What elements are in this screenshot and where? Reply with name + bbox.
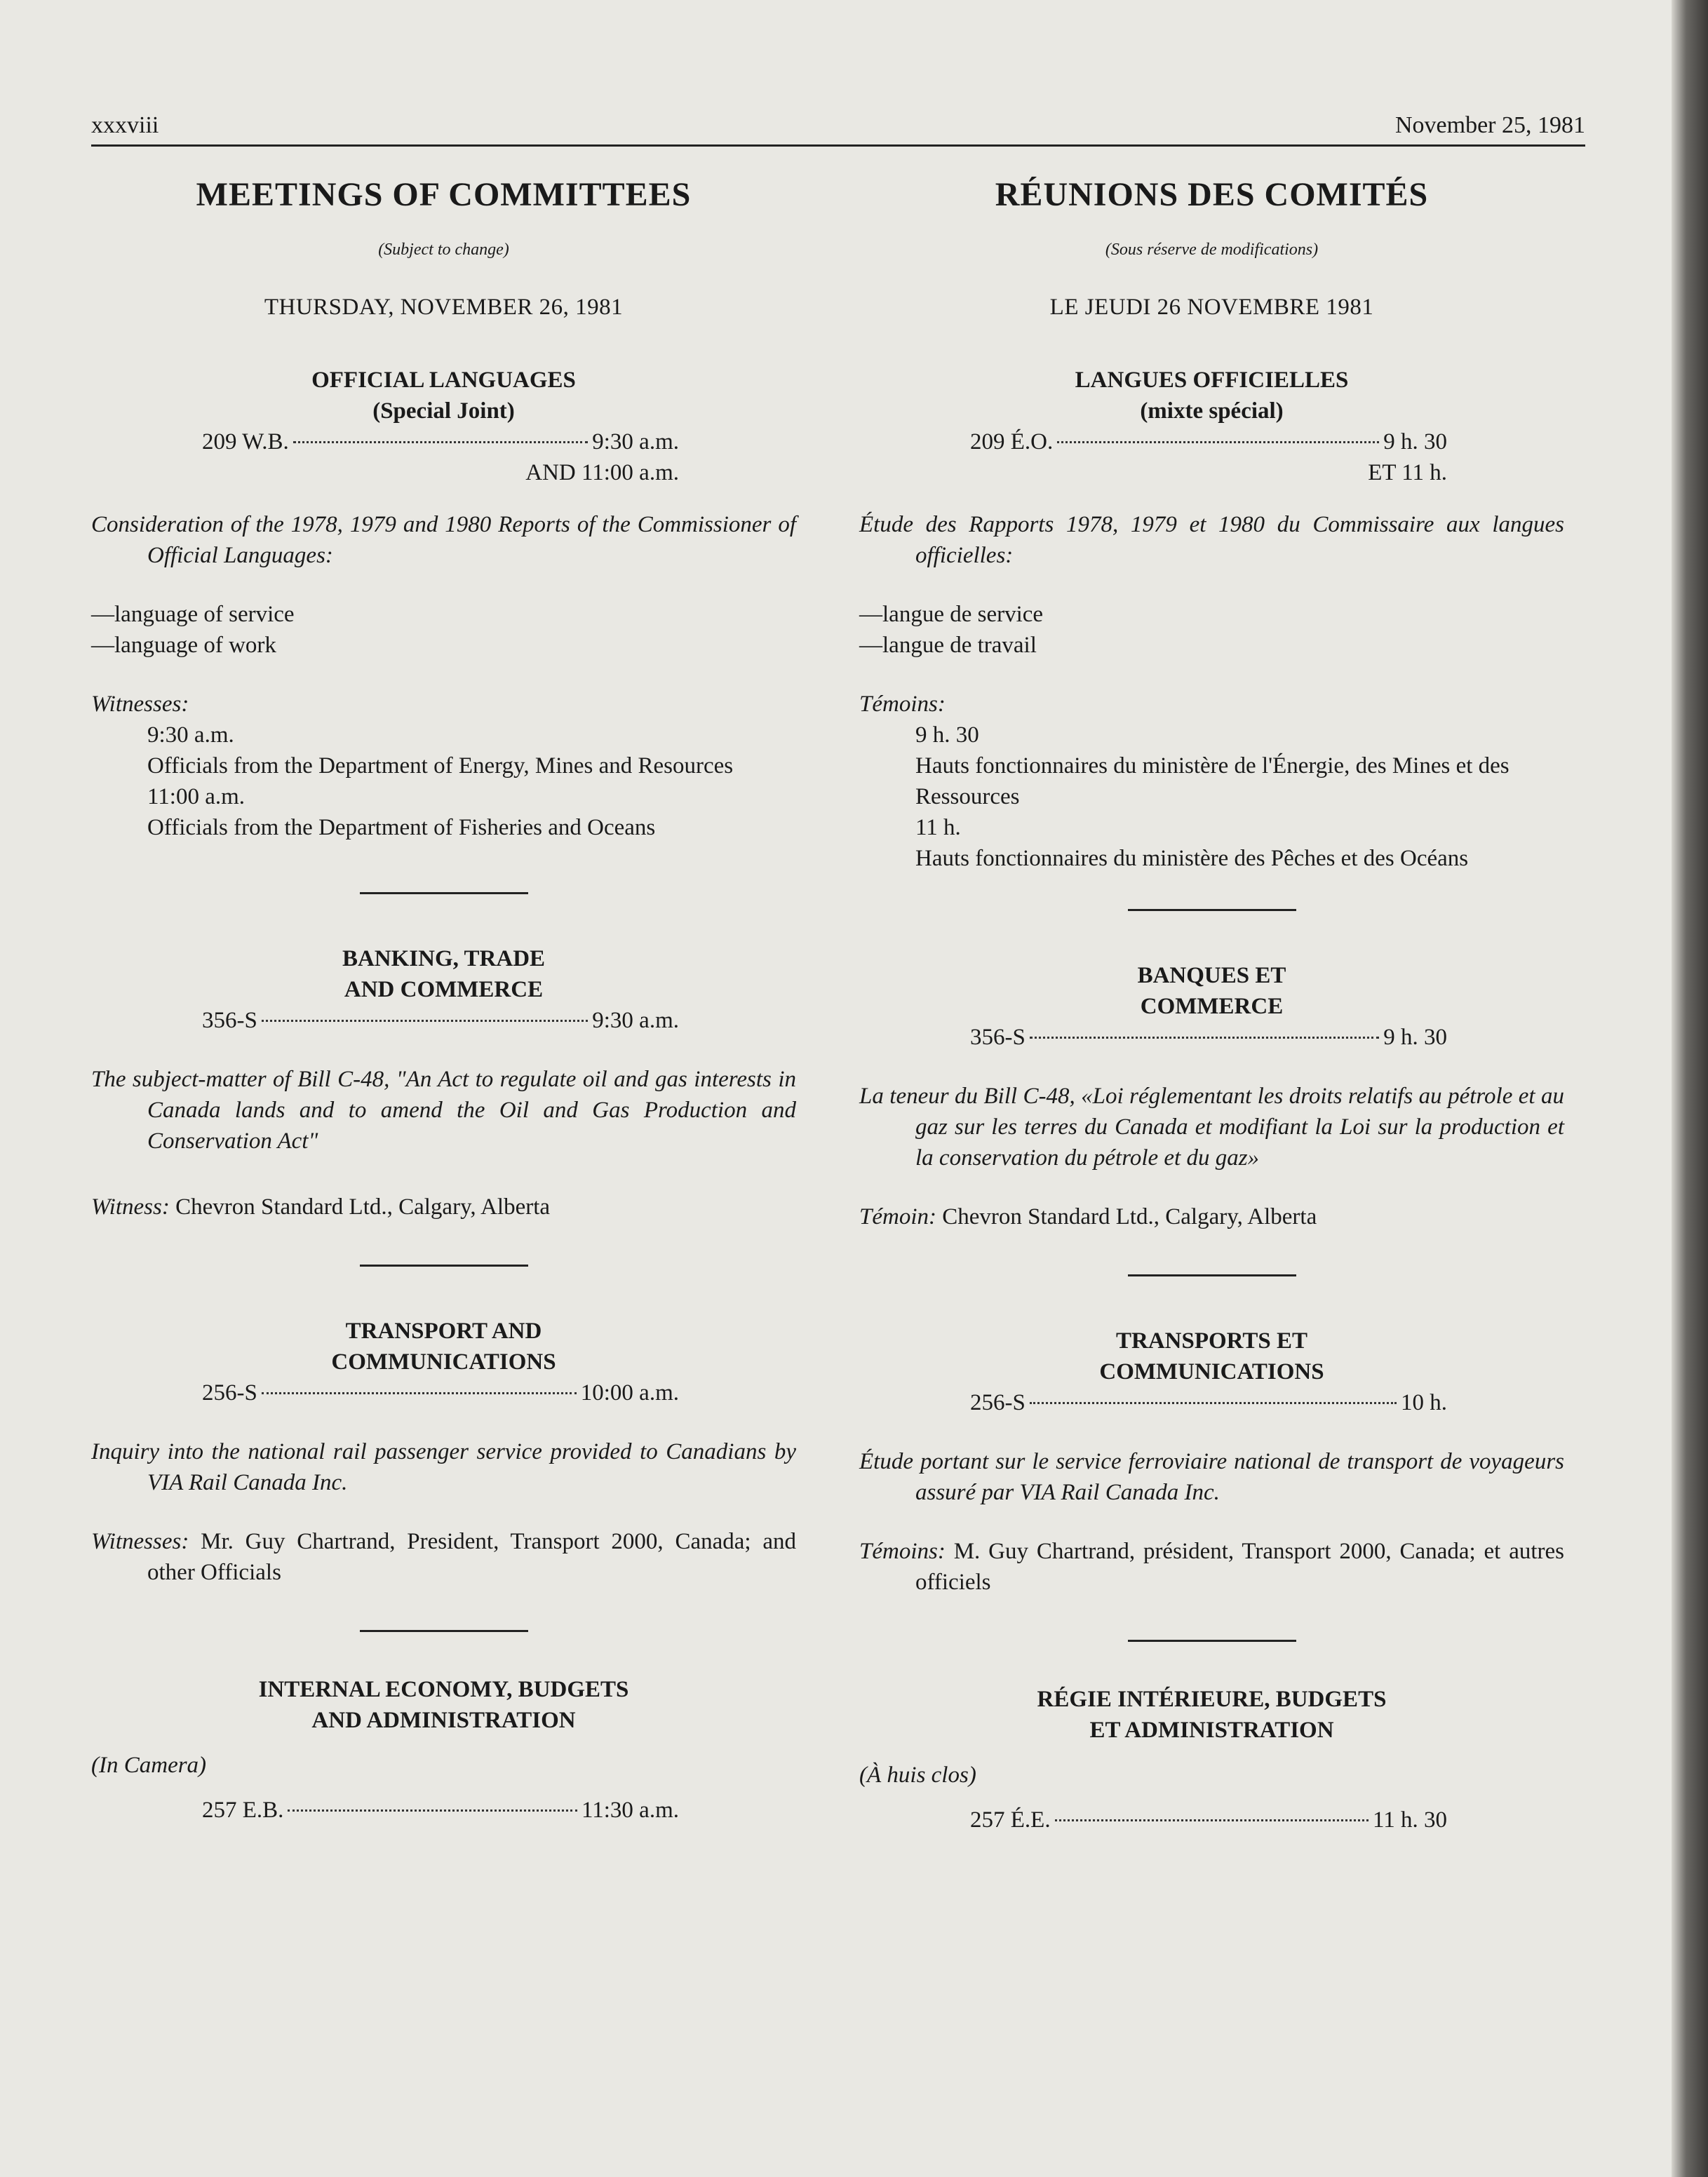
subtitle: (Subject to change) <box>378 241 509 259</box>
bullet-item: —language of service <box>91 602 295 627</box>
committee-name: BANKING, TRADE <box>342 946 546 971</box>
committee-name: INTERNAL ECONOMY, BUDGETS <box>258 1677 629 1702</box>
committee-name: BANQUES ET <box>1137 963 1286 988</box>
witness-line <box>859 1536 1564 1598</box>
room-time <box>970 1805 1447 1835</box>
separator-rule <box>360 1265 528 1267</box>
page-edge-shadow <box>1672 0 1708 2177</box>
committee-transport-fr <box>859 1326 1564 1598</box>
committee-official-languages <box>91 365 796 843</box>
camera-note: (À huis clos) <box>859 1763 976 1788</box>
topic: Consideration of the 1978, 1979 and 1980 Reports of the Commissioner of Official Languages: <box>91 512 796 568</box>
bullet-item: —langue de travail <box>859 633 1037 658</box>
french-column <box>859 175 1564 1835</box>
witness-text: Officials from the Department of Energy, Mines and Resources <box>147 753 734 779</box>
witness-line <box>91 1192 796 1222</box>
witness-text: Mr. Guy Chartrand, President, Transport 2000, Canada; and other Officials <box>147 1529 796 1585</box>
bullet-item: —language of work <box>91 633 276 658</box>
time: 11 h. 30 <box>1372 1807 1447 1833</box>
room: 356-S <box>970 1025 1026 1050</box>
room-time <box>202 426 679 457</box>
dot-leader <box>1057 441 1379 443</box>
witness-time: 9:30 a.m. <box>147 722 234 748</box>
witness-text: Hauts fonctionnaires du ministère des Pêches et des Océans <box>915 846 1469 871</box>
room: 209 É.O. <box>970 429 1054 454</box>
separator-rule <box>360 892 528 894</box>
dot-leader <box>262 1020 588 1022</box>
witnesses-label: Témoins: <box>859 1539 946 1564</box>
dot-leader <box>1055 1819 1369 1821</box>
witness-time: 11:00 a.m. <box>147 784 246 809</box>
running-head <box>91 112 1585 147</box>
committee-name: TRANSPORTS ET <box>1116 1328 1307 1354</box>
committee-name-sub: AND ADMINISTRATION <box>311 1708 576 1733</box>
committee-name: OFFICIAL LANGUAGES <box>311 368 576 393</box>
witness-text: M. Guy Chartrand, président, Transport 2000, Canada; et autres officiels <box>915 1539 1565 1595</box>
time: 9:30 a.m. <box>592 429 679 454</box>
page-title: MEETINGS OF COMMITTEES <box>196 176 692 213</box>
separator-rule <box>1128 909 1296 911</box>
room: 256-S <box>202 1380 257 1406</box>
dot-leader <box>293 441 588 443</box>
separator-rule <box>360 1630 528 1632</box>
separator-rule <box>1128 1640 1296 1642</box>
committee-name-sub: (mixte spécial) <box>1140 398 1284 424</box>
room-time <box>970 426 1447 457</box>
room: 257 E.B. <box>202 1798 284 1823</box>
topic: La teneur du Bill C-48, «Loi réglementant les droits relatifs au pétrole et au gaz sur les terres du Canada et modifiant la Loi sur la production et la conservation du pétrole et du gaz» <box>859 1084 1564 1171</box>
witness-text: Chevron Standard Ltd., Calgary, Alberta <box>175 1194 551 1220</box>
committee-internal-economy-fr <box>859 1684 1564 1835</box>
witness-text: Officials from the Department of Fisheries and Oceans <box>147 815 656 840</box>
committee-name-sub: COMMUNICATIONS <box>331 1349 556 1375</box>
witness-label: Witness: <box>91 1194 170 1220</box>
committee-name: RÉGIE INTÉRIEURE, BUDGETS <box>1037 1687 1387 1712</box>
committee-internal-economy <box>91 1674 796 1826</box>
bullet-list <box>91 599 796 661</box>
second-time: ET 11 h. <box>1368 460 1447 485</box>
committee-name-sub: COMMERCE <box>1140 994 1284 1019</box>
witness-text: Hauts fonctionnaires du ministère de l'Énergie, des Mines et des Ressources <box>915 753 1509 809</box>
subtitle-fr: (Sous réserve de modifications) <box>1105 241 1319 259</box>
room: 256-S <box>970 1390 1026 1415</box>
room-time <box>202 1795 679 1826</box>
witness-line <box>859 1201 1564 1232</box>
time: 10:00 a.m. <box>580 1380 679 1406</box>
committee-name-sub: AND COMMERCE <box>344 977 544 1002</box>
committee-official-languages-fr <box>859 365 1564 874</box>
committee-name: LANGUES OFFICIELLES <box>1075 368 1349 393</box>
committee-name: TRANSPORT AND <box>345 1319 542 1344</box>
witnesses-label: Witnesses: <box>91 1529 189 1554</box>
page-number: xxxviii <box>91 112 159 138</box>
committee-banking <box>91 943 796 1222</box>
room-time <box>202 1005 679 1036</box>
topic: The subject-matter of Bill C-48, "An Act to regulate oil and gas interests in Canada lands and to amend the Oil and Gas Production and Conservation Act" <box>91 1067 796 1154</box>
room-time <box>970 1022 1447 1053</box>
committee-banking-fr <box>859 960 1564 1232</box>
bullet-list <box>859 599 1564 661</box>
committee-name-sub: ET ADMINISTRATION <box>1089 1718 1334 1743</box>
second-time: AND 11:00 a.m. <box>525 460 679 485</box>
witness-line <box>91 1526 796 1588</box>
header-date: November 25, 1981 <box>1394 112 1585 138</box>
meeting-date: THURSDAY, NOVEMBER 26, 1981 <box>264 295 624 320</box>
camera-note: (In Camera) <box>91 1753 207 1778</box>
bullet-item: —langue de service <box>859 602 1044 627</box>
witnesses-label: Témoins: <box>859 692 946 717</box>
witness-label: Témoin: <box>859 1204 936 1229</box>
room-time <box>970 1387 1447 1418</box>
witness-time: 9 h. 30 <box>915 722 979 748</box>
english-column <box>91 175 796 1826</box>
dot-leader <box>262 1392 577 1394</box>
dot-leader <box>288 1809 577 1812</box>
topic: Étude des Rapports 1978, 1979 et 1980 du Commissaire aux langues officielles: <box>859 512 1564 568</box>
time: 9 h. 30 <box>1383 1025 1447 1050</box>
meeting-date-fr: LE JEUDI 26 NOVEMBRE 1981 <box>1049 295 1374 320</box>
time: 11:30 a.m. <box>581 1798 679 1823</box>
time: 9:30 a.m. <box>592 1008 679 1033</box>
room: 257 É.E. <box>970 1807 1051 1833</box>
time: 9 h. 30 <box>1383 429 1447 454</box>
room: 356-S <box>202 1008 257 1033</box>
separator-rule <box>1128 1274 1296 1276</box>
time: 10 h. <box>1401 1390 1447 1415</box>
topic: Inquiry into the national rail passenger service provided to Canadians by VIA Rail Canada Inc. <box>91 1439 796 1495</box>
topic: Étude portant sur le service ferroviaire national de transport de voyageurs assuré par VIA Rail Canada Inc. <box>859 1449 1564 1505</box>
room: 209 W.B. <box>202 429 289 454</box>
committee-transport <box>91 1316 796 1588</box>
dot-leader <box>1030 1402 1397 1404</box>
committee-name-sub: COMMUNICATIONS <box>1099 1359 1324 1384</box>
committee-name-sub: (Special Joint) <box>372 398 515 424</box>
witness-text: Chevron Standard Ltd., Calgary, Alberta <box>942 1204 1317 1229</box>
dot-leader <box>1030 1037 1379 1039</box>
witnesses-label: Witnesses: <box>91 692 189 717</box>
witness-time: 11 h. <box>915 815 961 840</box>
room-time <box>202 1377 679 1408</box>
page-title-fr: RÉUNIONS DES COMITÉS <box>995 176 1429 213</box>
